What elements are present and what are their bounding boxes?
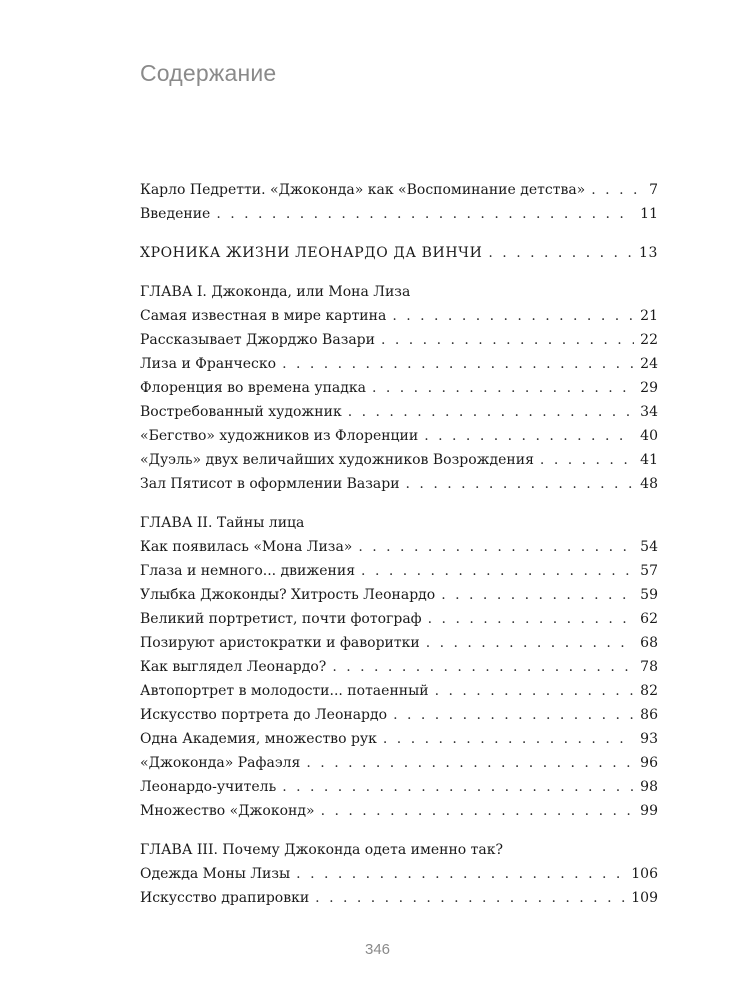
toc-entry-title: Позируют аристократки и фаворитки <box>140 635 420 651</box>
toc-entry-page: 109 <box>631 890 658 906</box>
toc-entry-title: ХРОНИКА ЖИЗНИ ЛЕОНАРДО ДА ВИНЧИ <box>140 245 483 261</box>
toc-entry[interactable] <box>140 799 658 823</box>
toc-entry-page: 29 <box>640 380 658 396</box>
toc-entry-title: Великий портретист, почти фотограф <box>140 611 422 627</box>
toc-entry-title: Глаза и немного... движения <box>140 563 356 579</box>
toc-entry-title: Искусство портрета до Леонардо <box>140 707 388 723</box>
dot-leader <box>361 559 634 583</box>
toc-entry-title: Рассказывает Джорджо Вазари <box>140 332 375 348</box>
toc-chronicle[interactable] <box>140 241 658 265</box>
toc-entry[interactable] <box>140 583 658 607</box>
toc-entry[interactable] <box>140 703 658 727</box>
toc-entry[interactable] <box>140 535 658 559</box>
chapter-heading[interactable]: ГЛАВА III. Почему Джоконда одета именно так? <box>140 842 504 858</box>
dot-leader <box>540 448 634 472</box>
toc-entry[interactable] <box>140 448 658 472</box>
toc-entry-title: Множество «Джоконд» <box>140 803 315 819</box>
toc-entry-title: Флоренция во времена упадка <box>140 380 366 396</box>
toc-entry[interactable] <box>140 886 658 910</box>
dot-leader <box>348 400 634 424</box>
toc-entry-page: 99 <box>640 803 658 819</box>
dot-leader <box>321 799 635 823</box>
toc-entry-title: «Джоконда» Рафаэля <box>140 755 301 771</box>
table-of-contents <box>140 178 658 910</box>
chapter-heading[interactable]: ГЛАВА I. Джоконда, или Мона Лиза <box>140 284 411 300</box>
toc-entry-title: Введение <box>140 206 211 222</box>
dot-leader <box>435 679 635 703</box>
toc-entry-title: Зал Пятисот в оформлении Вазари <box>140 476 400 492</box>
toc-entry-title: «Дуэль» двух величайших художников Возрождения <box>140 452 534 468</box>
toc-entry[interactable] <box>140 352 658 376</box>
toc-entry[interactable] <box>140 424 658 448</box>
toc-entry[interactable] <box>140 655 658 679</box>
page-number: 346 <box>364 941 391 958</box>
toc-entry-title: Карло Педретти. «Джоконда» как «Воспоминание детства» <box>140 182 586 198</box>
toc-entry-title: Автопортрет в молодости... потаенный <box>140 683 429 699</box>
toc-entry-title: Леонардо-учитель <box>140 779 277 795</box>
toc-entry-page: 7 <box>649 182 658 198</box>
toc-entry[interactable] <box>140 559 658 583</box>
toc-entry-title: Одежда Моны Лизы <box>140 866 291 882</box>
dot-leader <box>216 202 634 226</box>
toc-entry[interactable] <box>140 328 658 352</box>
toc-entry[interactable] <box>140 607 658 631</box>
toc-entry-title: Лиза и Франческо <box>140 356 277 372</box>
toc-entry-page: 86 <box>640 707 658 723</box>
toc-entry-page: 48 <box>640 476 658 492</box>
page-title: Содержание <box>140 60 277 86</box>
dot-leader <box>383 727 634 751</box>
toc-entry-page: 13 <box>638 245 658 261</box>
toc-entry-title: Как появилась «Мона Лиза» <box>140 539 353 555</box>
toc-entry[interactable] <box>140 202 658 226</box>
toc-entry[interactable] <box>140 376 658 400</box>
dot-leader <box>296 862 629 886</box>
toc-entry-title: Как выглядел Леонардо? <box>140 659 327 675</box>
chapter-heading[interactable]: ГЛАВА II. Тайны лица <box>140 515 305 531</box>
dot-leader <box>441 583 634 607</box>
dot-leader <box>372 376 634 400</box>
toc-entry-title: Улыбка Джоконды? Хитрость Леонардо <box>140 587 436 603</box>
toc-entry-page: 59 <box>640 587 658 603</box>
dot-leader <box>332 655 634 679</box>
toc-entry-page: 78 <box>640 659 658 675</box>
toc-entry-page: 62 <box>640 611 658 627</box>
toc-entry[interactable] <box>140 727 658 751</box>
toc-entry[interactable] <box>140 400 658 424</box>
dot-leader <box>591 178 643 202</box>
toc-entry-page: 54 <box>640 539 658 555</box>
toc-entry-page: 98 <box>640 779 658 795</box>
toc-entry[interactable] <box>140 304 658 328</box>
toc-entry-page: 93 <box>640 731 658 747</box>
toc-entry-page: 40 <box>640 428 658 444</box>
dot-leader <box>381 328 634 352</box>
dot-leader <box>306 751 634 775</box>
toc-entry-page: 21 <box>640 308 658 324</box>
toc-entry[interactable] <box>140 679 658 703</box>
toc-entry-title: Одна Академия, множество рук <box>140 731 377 747</box>
dot-leader <box>358 535 634 559</box>
toc-entry-page: 41 <box>640 452 658 468</box>
dot-leader <box>426 631 634 655</box>
toc-entry[interactable] <box>140 862 658 886</box>
toc-entry-page: 24 <box>640 356 658 372</box>
toc-entry[interactable] <box>140 472 658 496</box>
toc-entry[interactable] <box>140 631 658 655</box>
toc-entry-page: 96 <box>640 755 658 771</box>
toc-entry-page: 34 <box>640 404 658 420</box>
dot-leader <box>393 703 634 727</box>
toc-entry-page: 22 <box>640 332 658 348</box>
toc-entry-page: 82 <box>640 683 658 699</box>
toc-entry-title: Искусство драпировки <box>140 890 310 906</box>
toc-entry[interactable] <box>140 775 658 799</box>
dot-leader <box>282 775 634 799</box>
dot-leader <box>424 424 634 448</box>
toc-entry-title: Востребованный художник <box>140 404 342 420</box>
dot-leader <box>406 472 635 496</box>
dot-leader <box>392 304 634 328</box>
toc-entry-page: 106 <box>631 866 658 882</box>
dot-leader <box>315 886 629 910</box>
toc-entry-page: 68 <box>640 635 658 651</box>
toc-entry-page: 57 <box>640 563 658 579</box>
toc-entry-title: Самая известная в мире картина <box>140 308 387 324</box>
toc-entry-page: 11 <box>640 206 658 222</box>
toc-entry[interactable] <box>140 178 658 202</box>
toc-entry-title: «Бегство» художников из Флоренции <box>140 428 419 444</box>
dot-leader <box>428 607 635 631</box>
dot-leader <box>282 352 634 376</box>
toc-entry[interactable] <box>140 751 658 775</box>
dot-leader <box>488 241 633 265</box>
